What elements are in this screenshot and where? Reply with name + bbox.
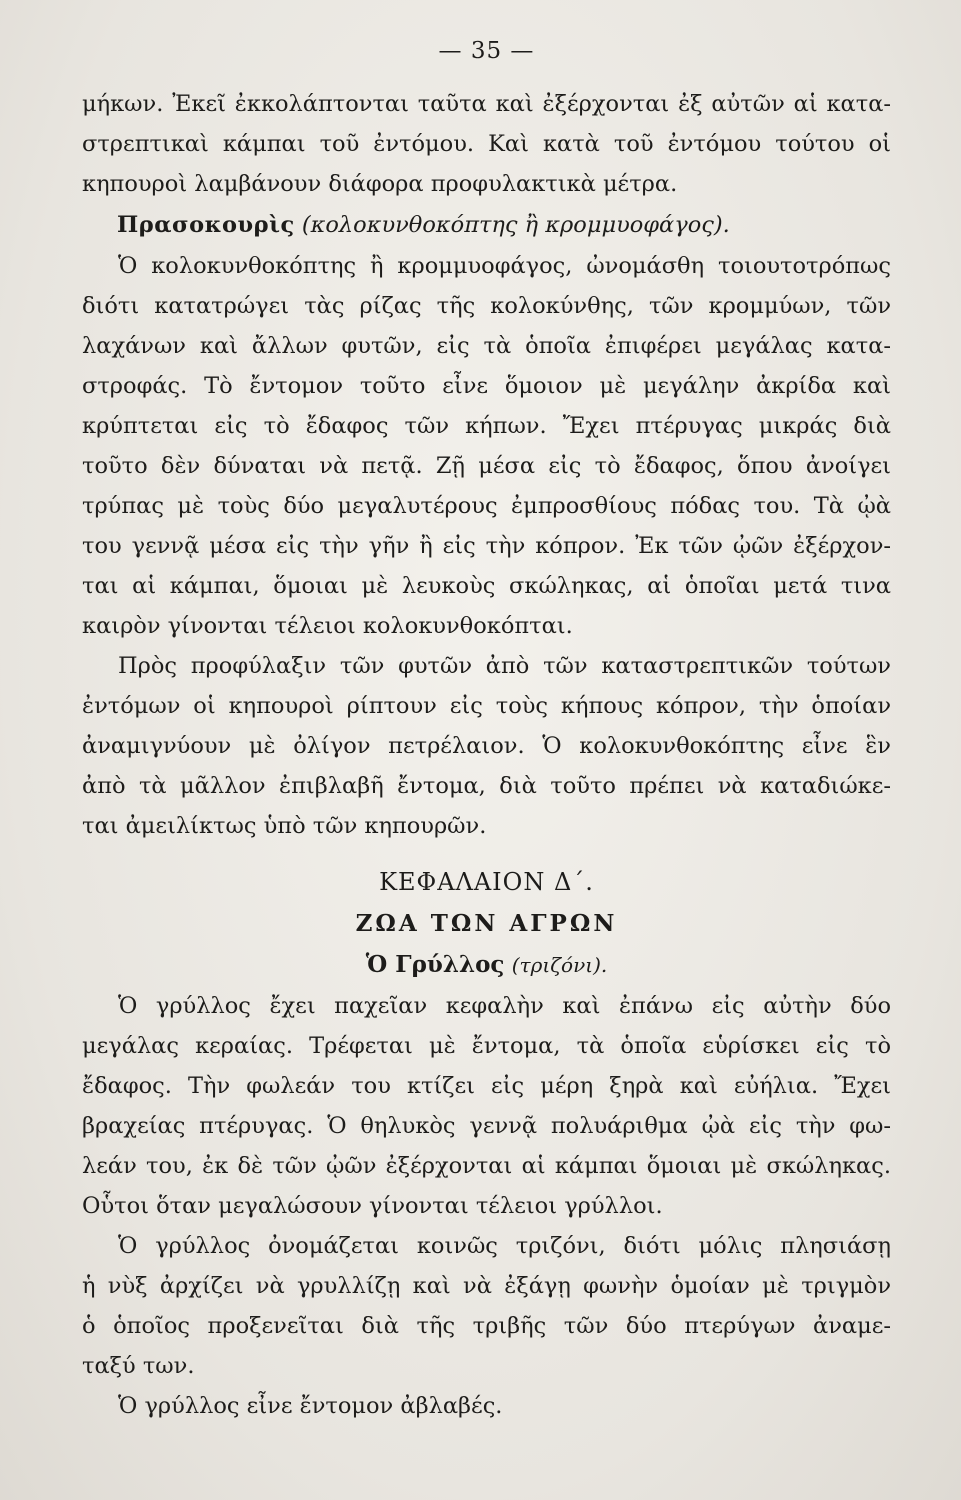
paragraph <box>82 1386 891 1426</box>
text-line: ἀναμιγνύουν μὲ ὀλίγον πετρέλαιον. Ὁ κολοκυνθοκόπτης εἶνε ἓν <box>82 733 891 759</box>
text-line: Πρὸς προφύλαξιν τῶν φυτῶν ἀπὸ τῶν καταστρεπτικῶν τούτων <box>118 653 891 679</box>
chapter-heading: ΚΕΦΑΛΑΙΟΝ Δ΄. <box>379 868 594 896</box>
text-line: στροφάς. Τὸ ἔντομον τοῦτο εἶνε ὅμοιον μὲ μεγάλην ἀκρίδα καὶ <box>82 373 891 399</box>
text-line: μεγάλας κεραίας. Τρέφεται μὲ ἔντομα, τὰ ὁποῖα εὑρίσκει εἰς τὸ <box>82 1033 891 1059</box>
chapter-subheading: ΖΩΑ ΤΩΝ ΑΓΡΩΝ <box>355 910 618 937</box>
text-line: ται αἱ κάμπαι, ὅμοιαι μὲ λευκοὺς σκώληκας, αἱ ὁποῖαι μετά τινα <box>82 573 891 599</box>
paragraph-continued <box>82 84 891 204</box>
text-line: ἡ νὺξ ἀρχίζει νὰ γρυλλίζῃ καὶ νὰ ἐξάγῃ φωνὴν ὁμοίαν μὲ τριγμὸν <box>82 1273 891 1299</box>
section-title-main: Πρασοκουρὶς <box>117 212 295 238</box>
text-line: διότι κατατρώγει τὰς ρίζας τῆς κολοκύνθης, τῶν κρομμύων, τῶν <box>82 293 891 319</box>
text-line: καιρὸν γίνονται τέλειοι κολοκυνθοκόπται. <box>82 613 573 639</box>
text-line: του γεννᾷ μέσα εἰς τὴν γῆν ἢ εἰς τὴν κόπρον. Ἐκ τῶν ᾠῶν ἐξέρχον- <box>82 533 891 559</box>
paragraph <box>82 646 891 846</box>
text-line: ἔδαφος. Τὴν φωλεάν του κτίζει εἰς μέρη ξηρὰ καὶ εὐήλια. Ἔχει <box>82 1073 891 1099</box>
text-line: μήκων. Ἐκεῖ ἐκκολάπτονται ταῦτα καὶ ἐξέρχονται ἐξ αὐτῶν αἱ κατα- <box>82 91 891 117</box>
text-line: λεάν του, ἐκ δὲ τῶν ᾠῶν ἐξέρχονται αἱ κάμπαι ὅμοιαι μὲ σκώληκας. <box>82 1153 891 1179</box>
text-line: τοῦτο δὲν δύναται νὰ πετᾷ. Ζῇ μέσα εἰς τὸ ἔδαφος, ὅπου ἀνοίγει <box>82 453 891 479</box>
text-line: Ὁ κολοκυνθοκόπτης ἢ κρομμυοφάγος, ὠνομάσθη τοιουτοτρόπως <box>118 253 891 279</box>
page-number: — 35 — <box>438 38 535 64</box>
text-line: ταξύ των. <box>82 1353 195 1379</box>
entry-title-aside: (τριζόνι). <box>511 953 608 977</box>
text-line: κρύπτεται εἰς τὸ ἔδαφος τῶν κήπων. Ἔχει πτέρυγας μικράς διὰ <box>82 413 891 439</box>
text-line: τρύπας μὲ τοὺς δύο μεγαλυτέρους ἐμπροσθίους πόδας του. Τὰ ᾠὰ <box>82 493 891 519</box>
paragraph <box>82 986 891 1226</box>
text-line: Ὁ γρύλλος εἶνε ἔντομον ἀβλαβές. <box>118 1393 503 1419</box>
text-line: κηπουροὶ λαμβάνουν διάφορα προφυλακτικὰ μέτρα. <box>82 171 678 197</box>
section-title-aside: (κολοκυνθοκόπτης ἢ κρομμυοφάγος). <box>301 212 730 238</box>
text-line: Οὗτοι ὅταν μεγαλώσουν γίνονται τέλειοι γρύλλοι. <box>82 1193 663 1219</box>
section-title <box>117 204 891 246</box>
entry-title-main: Ὁ Γρύλλος <box>365 951 505 978</box>
text-line: ἐντόμων οἱ κηπουροὶ ρίπτουν εἰς τοὺς κήπους κόπρον, τὴν ὁποίαν <box>82 693 891 719</box>
text-line: ται ἀμειλίκτως ὑπὸ τῶν κηπουρῶν. <box>82 813 487 839</box>
paragraph <box>82 1226 891 1386</box>
entry-title <box>82 944 891 986</box>
text-line: Ὁ γρύλλος ὀνομάζεται κοινῶς τριζόνι, διότι μόλις πλησιάσῃ <box>118 1233 891 1259</box>
text-line: στρεπτικαὶ κάμπαι τοῦ ἐντόμου. Καὶ κατὰ τοῦ ἐντόμου τούτου οἱ <box>82 131 891 157</box>
text-line: Ὁ γρύλλος ἔχει παχεῖαν κεφαλὴν καὶ ἐπάνω εἰς αὐτὴν δύο <box>118 993 891 1019</box>
text-line: ἀπὸ τὰ μᾶλλον ἐπιβλαβῆ ἔντομα, διὰ τοῦτο πρέπει νὰ καταδιώκε- <box>82 773 891 799</box>
text-line: βραχείας πτέρυγας. Ὁ θηλυκὸς γεννᾷ πολυάριθμα ᾠὰ εἰς τὴν φω- <box>82 1113 891 1139</box>
text-line: λαχάνων καὶ ἄλλων φυτῶν, εἰς τὰ ὁποῖα ἐπιφέρει μεγάλας κατα- <box>82 333 891 359</box>
paragraph <box>82 246 891 646</box>
text-line: ὁ ὁποῖος προξενεῖται διὰ τῆς τριβῆς τῶν δύο πτερύγων ἀναμε- <box>82 1313 891 1339</box>
